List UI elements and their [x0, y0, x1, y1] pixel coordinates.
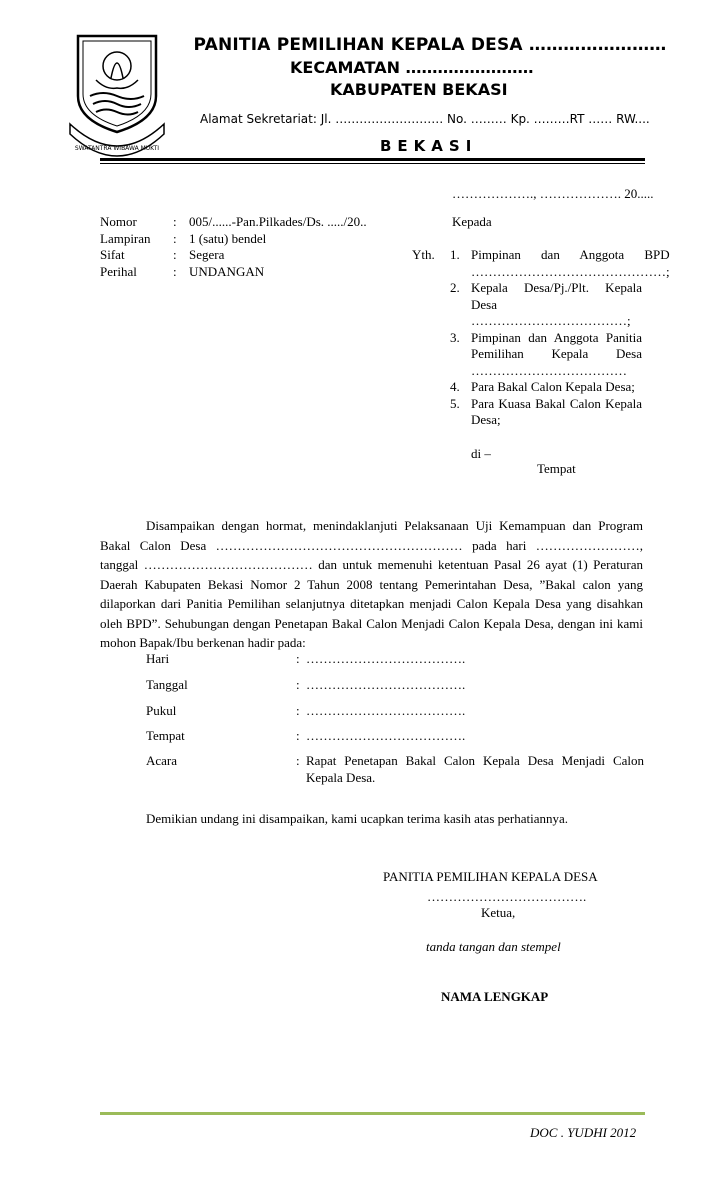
field-label: Acara: [146, 753, 178, 768]
field-colon: :: [296, 703, 300, 718]
signature-note: tanda tangan dan stempel: [426, 939, 561, 954]
meta-colon: :: [173, 214, 177, 229]
field-colon: :: [296, 677, 300, 692]
kepada-label: Kepada: [452, 214, 492, 229]
date-line: ………………., ………………. 20.....: [452, 186, 654, 201]
recipient-list: [450, 247, 670, 429]
list-item: [450, 280, 642, 330]
list-item: [450, 330, 642, 380]
meta-label: Perihal: [100, 263, 137, 279]
header-city: BEKASI: [380, 137, 478, 155]
closing-sentence: Demikian undang ini disampaikan, kami ucapkan terima kasih atas perhatiannya.: [146, 811, 569, 826]
signatory-name: NAMA LENGKAP: [441, 989, 549, 1004]
footer-rule: [100, 1112, 645, 1115]
recipient-text: Kepala Desa/Pj./Plt. Kepala Desa ………………………………;: [471, 280, 642, 328]
recipient-text: Para Kuasa Bakal Calon Kepala Desa;: [471, 395, 642, 427]
header-rule-thin: [100, 163, 645, 164]
meta-row: [100, 264, 367, 281]
field-label: Tempat: [146, 728, 185, 743]
list-item: [450, 396, 642, 429]
emblem-motto: SWATANTRA WIBAWA MUKTI: [74, 145, 160, 152]
recipient-text: Pimpinan dan Anggota Panitia Pemilihan Kepala Desa ………………………………: [471, 329, 642, 378]
letter-meta: [100, 214, 367, 280]
meta-label: Sifat: [100, 247, 125, 262]
field-value: ……………………………….: [306, 703, 466, 718]
meta-colon: :: [173, 230, 177, 246]
header-line-1: PANITIA PEMILIHAN KEPALA DESA ……………………: [193, 35, 667, 55]
meta-label: Lampiran: [100, 230, 151, 246]
meta-label: Nomor: [100, 214, 137, 229]
field-colon: :: [296, 651, 300, 666]
recipient-number: 3.: [450, 329, 460, 345]
meta-value: 1 (satu) bendel: [189, 230, 267, 246]
field-value: ……………………………….: [306, 677, 466, 692]
header-rule-thick: [100, 158, 645, 161]
meta-row: [100, 214, 367, 231]
footer-text: DOC . YUDHI 2012: [530, 1125, 637, 1140]
recipient-number: 5.: [450, 395, 460, 411]
field-colon: :: [296, 728, 300, 743]
meta-value: 005/......-Pan.Pilkades/Ds. ...../20..: [189, 214, 367, 229]
recipient-text: Pimpinan dan Anggota BPD ………………………………………;: [471, 247, 670, 279]
recipient-number: 2.: [450, 280, 460, 295]
field-value: ……………………………….: [306, 728, 466, 743]
meta-row: [100, 247, 367, 264]
recipient-number: 1.: [450, 247, 460, 262]
field-value: ……………………………….: [306, 651, 466, 666]
field-colon: :: [296, 753, 300, 768]
meta-row: [100, 231, 367, 248]
meta-value: UNDANGAN: [189, 263, 265, 279]
tempat-label: Tempat: [537, 461, 576, 476]
yth-label: Yth.: [412, 247, 435, 262]
body-paragraph: Disampaikan dengan hormat, menindaklanjuti Pelaksanaan Uji Kemampuan dan Program Bakal Calon Desa ………………………………………………… pada hari ……………………, tanggal ………………………………… dan untuk memenuhi ketentuan Pasal 26 ayat (1) Peraturan Daerah Kabupaten Bekasi Nomor 2 Tahun 2008 tentang Pemerintahan Desa, ”Bakal calon yang dilaporkan dari Panitia Pemilihan selanjutnya ditetapkan menjadi Calon Kepala Desa yang disahkan oleh BPD”. Sehubungan dengan Penetapan Bakal Calon Menjadi Calon Kepala Desa, dengan ini kami mohon Bapak/Ibu berkenan hadir pada:: [100, 518, 643, 650]
meta-colon: :: [173, 247, 177, 262]
signature-role: Ketua,: [481, 905, 516, 920]
list-item: [450, 247, 670, 280]
secretariat-address: Alamat Sekretariat: Jl. ……………………… No. ……… Kp. ………RT …… RW....: [200, 112, 650, 126]
signature-org: PANITIA PEMILIHAN KEPALA DESA: [383, 869, 598, 884]
di-label: di –: [471, 446, 491, 461]
field-value: Rapat Penetapan Bakal Calon Kepala Desa Menjadi Calon Kepala Desa.: [306, 753, 644, 785]
recipient-number: 4.: [450, 379, 460, 394]
signature-dots: ……………………………….: [427, 889, 587, 904]
field-label: Tanggal: [146, 677, 188, 692]
field-label: Hari: [146, 651, 170, 666]
header-line-3: KABUPATEN BEKASI: [330, 80, 508, 99]
kabupaten-bekasi-emblem: [66, 28, 168, 162]
meta-colon: :: [173, 263, 177, 279]
field-label: Pukul: [146, 703, 177, 718]
meta-value: Segera: [189, 247, 225, 262]
header-line-2: KECAMATAN ……………………: [290, 58, 534, 77]
recipient-text: Para Bakal Calon Kepala Desa;: [471, 379, 635, 394]
list-item: [450, 379, 642, 396]
